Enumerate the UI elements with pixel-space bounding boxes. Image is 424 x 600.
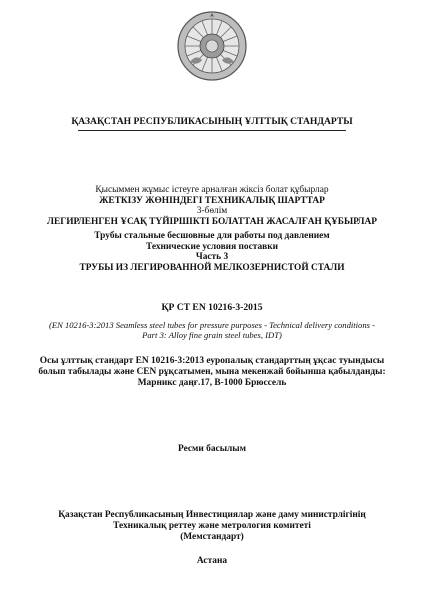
- title-ru-line1: Трубы стальные бесшовные для работы под давлением: [94, 231, 330, 241]
- adoption-note-line1: Осы ұлттық стандарт EN 10216-3:2013 еуропалық стандарттың ұқсас туындысы: [39, 356, 385, 366]
- title-en-line2: Part 3: Alloy fine grain steel tubes, IDT): [142, 330, 282, 341]
- adoption-note-line2: болып табылады және CEN рұқсатымен, мына мекенжай бойынша қабылданды:: [38, 366, 386, 377]
- title-ru-line3: Часть 3: [195, 252, 229, 263]
- title-ru-line4: ТРУБЫ ИЗ ЛЕГИРОВАННОЙ МЕЛКОЗЕРНИСТОЙ СТАЛИ: [79, 262, 345, 273]
- title-en: [20, 320, 404, 341]
- title-ru: [20, 231, 404, 273]
- title-kz-line3: 3-бөлім: [196, 206, 228, 217]
- title-kz-line1: Қысыммен жұмыс істеуге арналған жіксіз болат құбырлар: [95, 185, 329, 195]
- publisher-line2: Техникалық реттеу және метрология комитеті: [113, 520, 311, 531]
- title-kz: [20, 185, 404, 227]
- header-divider: [78, 130, 346, 131]
- adoption-note: [20, 356, 404, 388]
- title-kz-line2: ЖЕТКІЗУ ЖӨНІНДЕГІ ТЕХНИКАЛЫҚ ШАРТТАР: [99, 195, 325, 206]
- title-kz-line4: ЛЕГИРЛЕНГЕН ҰСАҚ ТҮЙІРШІКТІ БОЛАТТАН ЖАСАЛҒАН ҚҰБЫРЛАР: [47, 216, 377, 227]
- publisher-line1: Қазақстан Республикасының Инвестициялар және даму министрлігінің: [58, 510, 366, 520]
- publisher-line3: (Мемстандарт): [180, 531, 244, 542]
- title-ru-line2: Технические условия поставки: [145, 241, 279, 252]
- standard-designation: ҚР СТ EN 10216-3-2015: [161, 302, 263, 313]
- state-emblem-icon: [176, 10, 248, 82]
- adoption-note-line3: Марникс даңғ.17, В-1000 Брюссель: [137, 377, 287, 388]
- edition-label: Ресми басылым: [178, 444, 246, 454]
- standard-header: ҚАЗАҚСТАН РЕСПУБЛИКАСЫНЫҢ ҰЛТТЫҚ СТАНДАРТЫ: [71, 116, 353, 127]
- publisher: [20, 510, 404, 542]
- title-en-line1: (EN 10216-3:2013 Seamless steel tubes for pressure purposes - Technical delivery conditions -: [48, 320, 376, 330]
- city-label: Астана: [196, 556, 228, 566]
